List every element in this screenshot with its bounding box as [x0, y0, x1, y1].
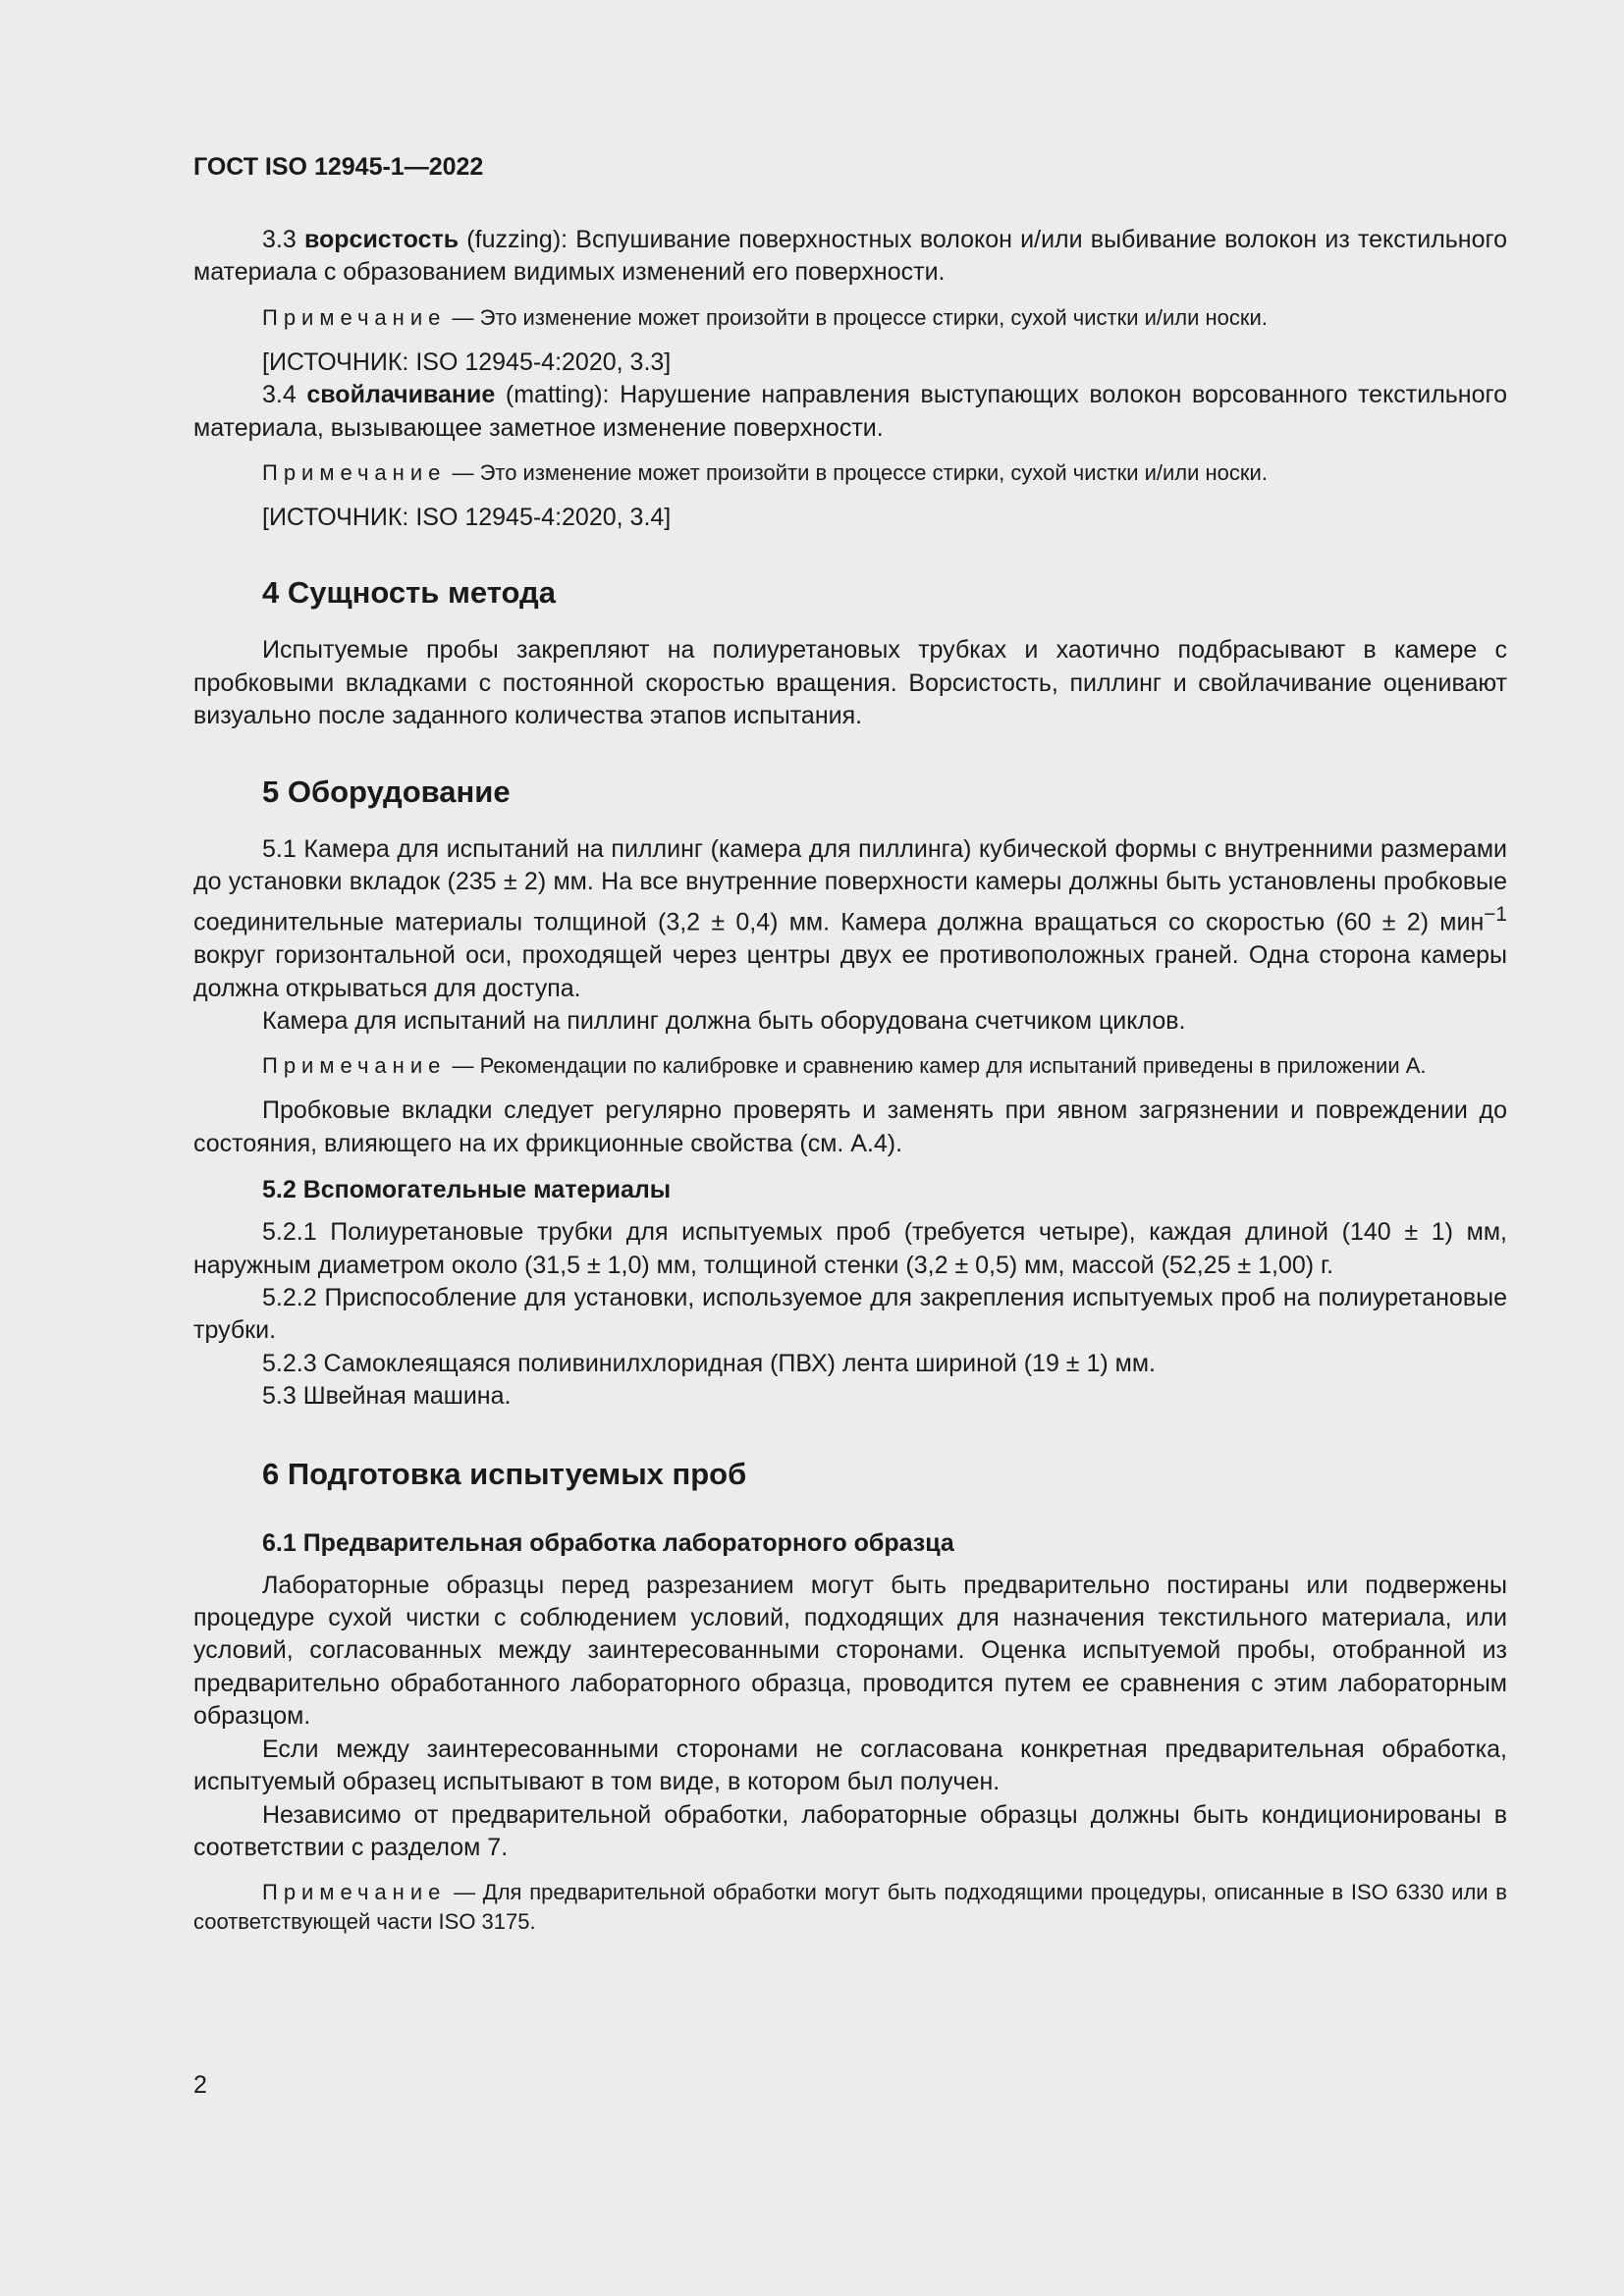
note-5-1: Примечание — Рекомендации по калибровке и сравнению камер для испытаний приведены в приложении А.: [262, 1053, 1427, 1079]
note-6-1: Примечание — Для предварительной обработки могут быть подходящими процедуры, описанные в ISO 6330 или в соответствующей части ISO 3175.: [193, 1880, 1507, 1935]
section-4-heading: 4 Сущность метода: [262, 575, 556, 611]
superscript-minus-one: −1: [1484, 903, 1507, 927]
subsection-6-1-heading: 6.1 Предварительная обработка лабораторного образца: [262, 1528, 954, 1557]
source-3-4: [ИСТОЧНИК: ISO 12945-4:2020, 3.4]: [262, 504, 672, 532]
page-number: 2: [193, 2071, 207, 2099]
note-3-4: Примечание — Это изменение может произойти в процессе стирки, сухой чистки и/или носки.: [262, 460, 1268, 486]
term-matting: свойлачивание: [306, 381, 496, 409]
note-label: Примечание: [262, 1880, 447, 1905]
note-3-3: Примечание — Это изменение может произойти в процессе стирки, сухой чистки и/или носки.: [262, 304, 1268, 330]
section-6-heading: 6 Подготовка испытуемых проб: [262, 1456, 747, 1491]
note-label: Примечание: [262, 304, 447, 330]
section-4-text: Испытуемые пробы закрепляют на полиуретановых трубках и хаотично подбрасывают в камере с пробковыми вкладками с постоянной скоростью вращения. Ворсистость, пиллинг и свойлачивание оценивают визуально после заданного количества этапов испытания.: [193, 636, 1507, 730]
source-3-3: [ИСТОЧНИК: ISO 12945-4:2020, 3.3]: [262, 347, 672, 376]
clause-5-1: 5.1 Камера для испытаний на пиллинг (камера для пиллинга) кубической формы с внутренними размерами до установки вкладок (235 ± 2) мм. На все внутренние поверхности камеры должны быть установлены пробковые соединительные материалы толщиной (3,2 ± 0,4) мм. Камера должна вращаться со скоростью (60 ± 2) мин$^{-1}$ вокруг горизонтальной оси, проходящей через центры двух ее противоположных граней. Одна сторона камеры должна открываться для доступа.: [193, 834, 1507, 1002]
document-header: ГОСТ ISO 12945-1—2022: [193, 153, 484, 181]
clause-5-2-1: 5.2.1 Полиуретановые трубки для испытуемых проб (требуется четыре), каждая длиной (140 ± 1) мм, наружным диаметром около (31,5 ± 1,0) мм, толщиной стенки (3,2 ± 0,5) мм, массой (52,25 ± 1,00) г.: [193, 1218, 1507, 1279]
subsection-5-2-heading: 5.2 Вспомогательные материалы: [262, 1176, 672, 1204]
clause-5-3: 5.3 Швейная машина.: [262, 1382, 512, 1411]
note-label: Примечание: [262, 1053, 447, 1079]
clause-6-1-para-2: Если между заинтересованными сторонами не согласована конкретная предварительная обработка, испытуемый образец испытывают в том виде, в котором был получен.: [193, 1735, 1507, 1796]
clause-5-1-cork: Пробковые вкладки следует регулярно проверять и заменять при явном загрязнении и повреждении до состояния, влияющего на их фрикционные свойства (см. А.4).: [193, 1096, 1507, 1157]
clause-5-1-counter: Камера для испытаний на пиллинг должна быть оборудована счетчиком циклов.: [262, 1007, 1186, 1036]
term-fuzzing: ворсистость: [303, 226, 460, 253]
clause-3-3: 3.3 ворсистость (fuzzing): Вспушивание поверхностных волокон и/или выбивание волокон из текстильного материала с образованием видимых изменений его поверхности.: [193, 226, 1507, 287]
clause-3-4: 3.4 свойлачивание (matting): Нарушение направления выступающих волокон ворсованного текстильного материала, вызывающее заметное изменение поверхности.: [193, 381, 1507, 442]
clause-6-1-para-1: Лабораторные образцы перед разрезанием могут быть предварительно постираны или подвержены процедуре сухой чистки с соблюдением условий, подходящих для назначения текстильного материала, или условий, согласованных между заинтересованными сторонами. Оценка испытуемой пробы, отобранной из предварительно обработанного лабораторного образца, проводится путем ее сравнения с этим лабораторным образцом.: [193, 1571, 1507, 1731]
clause-6-1-para-3: Независимо от предварительной обработки, лабораторные образцы должны быть кондиционированы в соответствии с разделом 7.: [193, 1800, 1507, 1861]
section-5-heading: 5 Оборудование: [262, 774, 511, 809]
clause-5-2-3: 5.2.3 Самоклеящаяся поливинилхлоридная (ПВХ) лента шириной (19 ± 1) мм.: [262, 1349, 1156, 1377]
clause-5-2-2: 5.2.2 Приспособление для установки, используемое для закрепления испытуемых проб на полиуретановые трубки.: [193, 1284, 1507, 1345]
note-label: Примечание: [262, 460, 447, 486]
document-page: [193, 147, 1507, 1950]
